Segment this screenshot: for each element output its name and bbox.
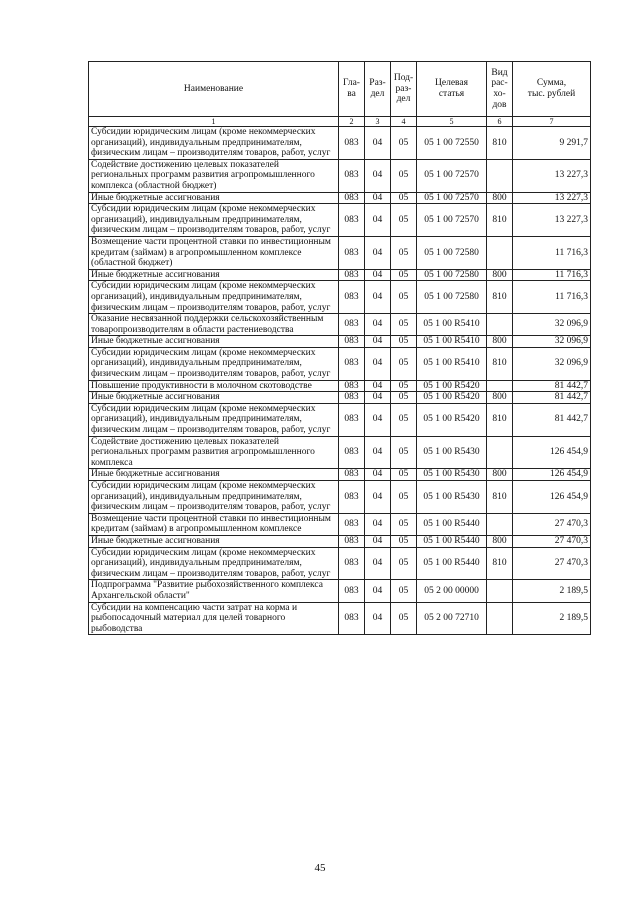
row-glava-cell: 083 (339, 392, 365, 404)
row-sum-cell: 9 291,7 (513, 127, 591, 160)
row-glava-cell: 083 (339, 580, 365, 602)
row-vid-cell (487, 314, 513, 336)
row-podrazdel-cell: 05 (391, 436, 417, 469)
row-name-cell: Возмещение части процентной ставки по инвестиционным кредитам (займам) в агропромышленном комплексе (89, 513, 339, 535)
row-article-cell: 05 2 00 72710 (417, 602, 487, 635)
table-row (89, 204, 591, 237)
row-name-cell: Иные бюджетные ассигнования (89, 336, 339, 348)
table-row (89, 513, 591, 535)
row-article-cell: 05 1 00 R5430 (417, 481, 487, 514)
table-row (89, 602, 591, 635)
row-name-cell: Иные бюджетные ассигнования (89, 392, 339, 404)
row-sum-cell: 32 096,9 (513, 347, 591, 380)
row-sum-cell: 126 454,9 (513, 481, 591, 514)
row-name-cell: Субсидии юридическим лицам (кроме некоммерческих организаций), индивидуальным предпринимателям, физическим лицам – производителям товаров, работ, услуг (89, 127, 339, 160)
row-podrazdel-cell: 05 (391, 602, 417, 635)
row-vid-cell (487, 159, 513, 192)
row-razdel-cell: 04 (365, 403, 391, 436)
row-glava-cell: 083 (339, 269, 365, 281)
row-sum-cell: 126 454,9 (513, 469, 591, 481)
row-vid-cell (487, 236, 513, 269)
row-razdel-cell: 04 (365, 547, 391, 580)
table-row (89, 192, 591, 204)
row-name-cell: Субсидии юридическим лицам (кроме некоммерческих организаций), индивидуальным предпринимателям, физическим лицам – производителям товаров, работ, услуг (89, 347, 339, 380)
row-podrazdel-cell: 05 (391, 314, 417, 336)
header-name: Наименование (89, 62, 339, 117)
row-vid-cell: 810 (487, 403, 513, 436)
row-razdel-cell: 04 (365, 380, 391, 392)
row-razdel-cell: 04 (365, 281, 391, 314)
row-sum-cell: 11 716,3 (513, 236, 591, 269)
row-podrazdel-cell: 05 (391, 336, 417, 348)
row-article-cell: 05 1 00 R5410 (417, 314, 487, 336)
row-article-cell: 05 1 00 72580 (417, 281, 487, 314)
row-glava-cell: 083 (339, 547, 365, 580)
row-vid-cell: 800 (487, 392, 513, 404)
row-sum-cell: 11 716,3 (513, 281, 591, 314)
row-glava-cell: 083 (339, 127, 365, 160)
row-razdel-cell: 04 (365, 192, 391, 204)
column-number: 3 (365, 117, 391, 127)
row-article-cell: 05 1 00 72570 (417, 159, 487, 192)
row-glava-cell: 083 (339, 236, 365, 269)
row-name-cell: Возмещение части процентной ставки по инвестиционным кредитам (займам) в агропромышленном комплексе (областной бюджет) (89, 236, 339, 269)
row-name-cell: Повышение продуктивности в молочном скотоводстве (89, 380, 339, 392)
row-vid-cell: 810 (487, 204, 513, 237)
row-vid-cell: 800 (487, 269, 513, 281)
row-article-cell: 05 1 00 72550 (417, 127, 487, 160)
row-vid-cell: 810 (487, 281, 513, 314)
table-header-row (89, 62, 591, 117)
row-name-cell: Подпрограмма "Развитие рыбохозяйственного комплекса Архангельской области" (89, 580, 339, 602)
row-article-cell: 05 1 00 R5440 (417, 513, 487, 535)
row-podrazdel-cell: 05 (391, 513, 417, 535)
row-podrazdel-cell: 05 (391, 469, 417, 481)
row-name-cell: Субсидии юридическим лицам (кроме некоммерческих организаций), индивидуальным предпринимателям, физическим лицам – производителям товаров, работ, услуг (89, 547, 339, 580)
header-vid: Вид рас- хо- дов (487, 62, 513, 117)
row-sum-cell: 81 442,7 (513, 403, 591, 436)
column-number-row (89, 117, 591, 127)
table-row (89, 392, 591, 404)
row-podrazdel-cell: 05 (391, 535, 417, 547)
row-glava-cell: 083 (339, 204, 365, 237)
row-article-cell: 05 1 00 72570 (417, 192, 487, 204)
row-glava-cell: 083 (339, 347, 365, 380)
row-podrazdel-cell: 05 (391, 481, 417, 514)
column-number: 1 (89, 117, 339, 127)
row-glava-cell: 083 (339, 380, 365, 392)
row-sum-cell: 27 470,3 (513, 547, 591, 580)
row-article-cell: 05 1 00 R5440 (417, 547, 487, 580)
table-row (89, 469, 591, 481)
row-vid-cell: 810 (487, 347, 513, 380)
row-razdel-cell: 04 (365, 269, 391, 281)
row-name-cell: Субсидии юридическим лицам (кроме некоммерческих организаций), индивидуальным предпринимателям, физическим лицам – производителям товаров, работ, услуг (89, 403, 339, 436)
row-vid-cell (487, 513, 513, 535)
table-row (89, 236, 591, 269)
row-podrazdel-cell: 05 (391, 403, 417, 436)
row-podrazdel-cell: 05 (391, 236, 417, 269)
row-article-cell: 05 1 00 R5420 (417, 392, 487, 404)
header-sum: Сумма, тыс. рублей (513, 62, 591, 117)
row-glava-cell: 083 (339, 513, 365, 535)
row-sum-cell: 81 442,7 (513, 392, 591, 404)
row-podrazdel-cell: 05 (391, 204, 417, 237)
row-glava-cell: 083 (339, 403, 365, 436)
row-razdel-cell: 04 (365, 602, 391, 635)
row-article-cell: 05 1 00 R5410 (417, 347, 487, 380)
row-vid-cell: 800 (487, 336, 513, 348)
row-vid-cell: 800 (487, 192, 513, 204)
table-row (89, 314, 591, 336)
row-sum-cell: 13 227,3 (513, 159, 591, 192)
row-podrazdel-cell: 05 (391, 159, 417, 192)
row-sum-cell: 27 470,3 (513, 513, 591, 535)
row-podrazdel-cell: 05 (391, 127, 417, 160)
row-razdel-cell: 04 (365, 314, 391, 336)
row-article-cell: 05 1 00 72580 (417, 236, 487, 269)
row-vid-cell: 810 (487, 481, 513, 514)
row-podrazdel-cell: 05 (391, 192, 417, 204)
row-article-cell: 05 1 00 72570 (417, 204, 487, 237)
row-podrazdel-cell: 05 (391, 269, 417, 281)
row-name-cell: Иные бюджетные ассигнования (89, 469, 339, 481)
row-sum-cell: 2 189,5 (513, 602, 591, 635)
table-row (89, 535, 591, 547)
table-row (89, 580, 591, 602)
row-razdel-cell: 04 (365, 513, 391, 535)
row-article-cell: 05 1 00 R5420 (417, 380, 487, 392)
column-number: 5 (417, 117, 487, 127)
row-razdel-cell: 04 (365, 336, 391, 348)
row-glava-cell: 083 (339, 481, 365, 514)
table-row (89, 481, 591, 514)
row-glava-cell: 083 (339, 281, 365, 314)
column-number: 2 (339, 117, 365, 127)
row-sum-cell: 32 096,9 (513, 314, 591, 336)
table-row (89, 281, 591, 314)
row-article-cell: 05 2 00 00000 (417, 580, 487, 602)
table-row (89, 436, 591, 469)
row-name-cell: Иные бюджетные ассигнования (89, 192, 339, 204)
row-vid-cell (487, 580, 513, 602)
row-glava-cell: 083 (339, 535, 365, 547)
row-vid-cell: 810 (487, 547, 513, 580)
row-podrazdel-cell: 05 (391, 281, 417, 314)
row-glava-cell: 083 (339, 602, 365, 635)
row-podrazdel-cell: 05 (391, 547, 417, 580)
table-row (89, 403, 591, 436)
header-razdel: Раз- дел (365, 62, 391, 117)
row-glava-cell: 083 (339, 314, 365, 336)
row-vid-cell: 800 (487, 469, 513, 481)
row-vid-cell: 800 (487, 535, 513, 547)
table-row (89, 159, 591, 192)
page-number: 45 (314, 862, 326, 874)
table-row (89, 547, 591, 580)
budget-table (88, 61, 591, 635)
row-glava-cell: 083 (339, 192, 365, 204)
row-podrazdel-cell: 05 (391, 580, 417, 602)
row-podrazdel-cell: 05 (391, 392, 417, 404)
row-razdel-cell: 04 (365, 436, 391, 469)
row-podrazdel-cell: 05 (391, 347, 417, 380)
table-row (89, 336, 591, 348)
row-name-cell: Субсидии юридическим лицам (кроме некоммерческих организаций), индивидуальным предпринимателям, физическим лицам – производителям товаров, работ, услуг (89, 481, 339, 514)
row-razdel-cell: 04 (365, 159, 391, 192)
header-article: Целевая статья (417, 62, 487, 117)
column-number: 7 (513, 117, 591, 127)
row-sum-cell: 2 189,5 (513, 580, 591, 602)
header-podrazdel: Под- раз- дел (391, 62, 417, 117)
column-number: 4 (391, 117, 417, 127)
table-row (89, 347, 591, 380)
row-article-cell: 05 1 00 R5430 (417, 469, 487, 481)
row-article-cell: 05 1 00 R5410 (417, 336, 487, 348)
row-sum-cell: 126 454,9 (513, 436, 591, 469)
table-row (89, 127, 591, 160)
row-razdel-cell: 04 (365, 535, 391, 547)
row-glava-cell: 083 (339, 336, 365, 348)
row-sum-cell: 11 716,3 (513, 269, 591, 281)
row-name-cell: Содействие достижению целевых показателей региональных программ развития агропромышленного комплекса (областной бюджет) (89, 159, 339, 192)
row-sum-cell: 32 096,9 (513, 336, 591, 348)
row-razdel-cell: 04 (365, 127, 391, 160)
row-vid-cell (487, 436, 513, 469)
row-glava-cell: 083 (339, 436, 365, 469)
row-podrazdel-cell: 05 (391, 380, 417, 392)
table-row (89, 380, 591, 392)
row-article-cell: 05 1 00 R5420 (417, 403, 487, 436)
row-name-cell: Иные бюджетные ассигнования (89, 535, 339, 547)
row-razdel-cell: 04 (365, 469, 391, 481)
header-glava: Гла- ва (339, 62, 365, 117)
row-razdel-cell: 04 (365, 204, 391, 237)
row-vid-cell (487, 380, 513, 392)
table-row (89, 269, 591, 281)
row-name-cell: Субсидии юридическим лицам (кроме некоммерческих организаций), индивидуальным предпринимателям, физическим лицам – производителям товаров, работ, услуг (89, 204, 339, 237)
row-glava-cell: 083 (339, 469, 365, 481)
row-razdel-cell: 04 (365, 236, 391, 269)
row-sum-cell: 27 470,3 (513, 535, 591, 547)
row-razdel-cell: 04 (365, 481, 391, 514)
row-article-cell: 05 1 00 72580 (417, 269, 487, 281)
row-name-cell: Иные бюджетные ассигнования (89, 269, 339, 281)
row-razdel-cell: 04 (365, 347, 391, 380)
row-razdel-cell: 04 (365, 580, 391, 602)
table-body (89, 127, 591, 635)
row-razdel-cell: 04 (365, 392, 391, 404)
column-number: 6 (487, 117, 513, 127)
row-article-cell: 05 1 00 R5440 (417, 535, 487, 547)
row-vid-cell (487, 602, 513, 635)
row-sum-cell: 13 227,3 (513, 204, 591, 237)
row-vid-cell: 810 (487, 127, 513, 160)
row-article-cell: 05 1 00 R5430 (417, 436, 487, 469)
row-name-cell: Субсидии юридическим лицам (кроме некоммерческих организаций), индивидуальным предпринимателям, физическим лицам – производителям товаров, работ, услуг (89, 281, 339, 314)
row-glava-cell: 083 (339, 159, 365, 192)
row-sum-cell: 81 442,7 (513, 380, 591, 392)
row-name-cell: Содействие достижению целевых показателей региональных программ развития агропромышленного комплекса (89, 436, 339, 469)
row-sum-cell: 13 227,3 (513, 192, 591, 204)
row-name-cell: Оказание несвязанной поддержки сельскохозяйственным товаропроизводителям в области растениеводства (89, 314, 339, 336)
row-name-cell: Субсидии на компенсацию части затрат на корма и рыбопосадочный материал для целей товарного рыбоводства (89, 602, 339, 635)
